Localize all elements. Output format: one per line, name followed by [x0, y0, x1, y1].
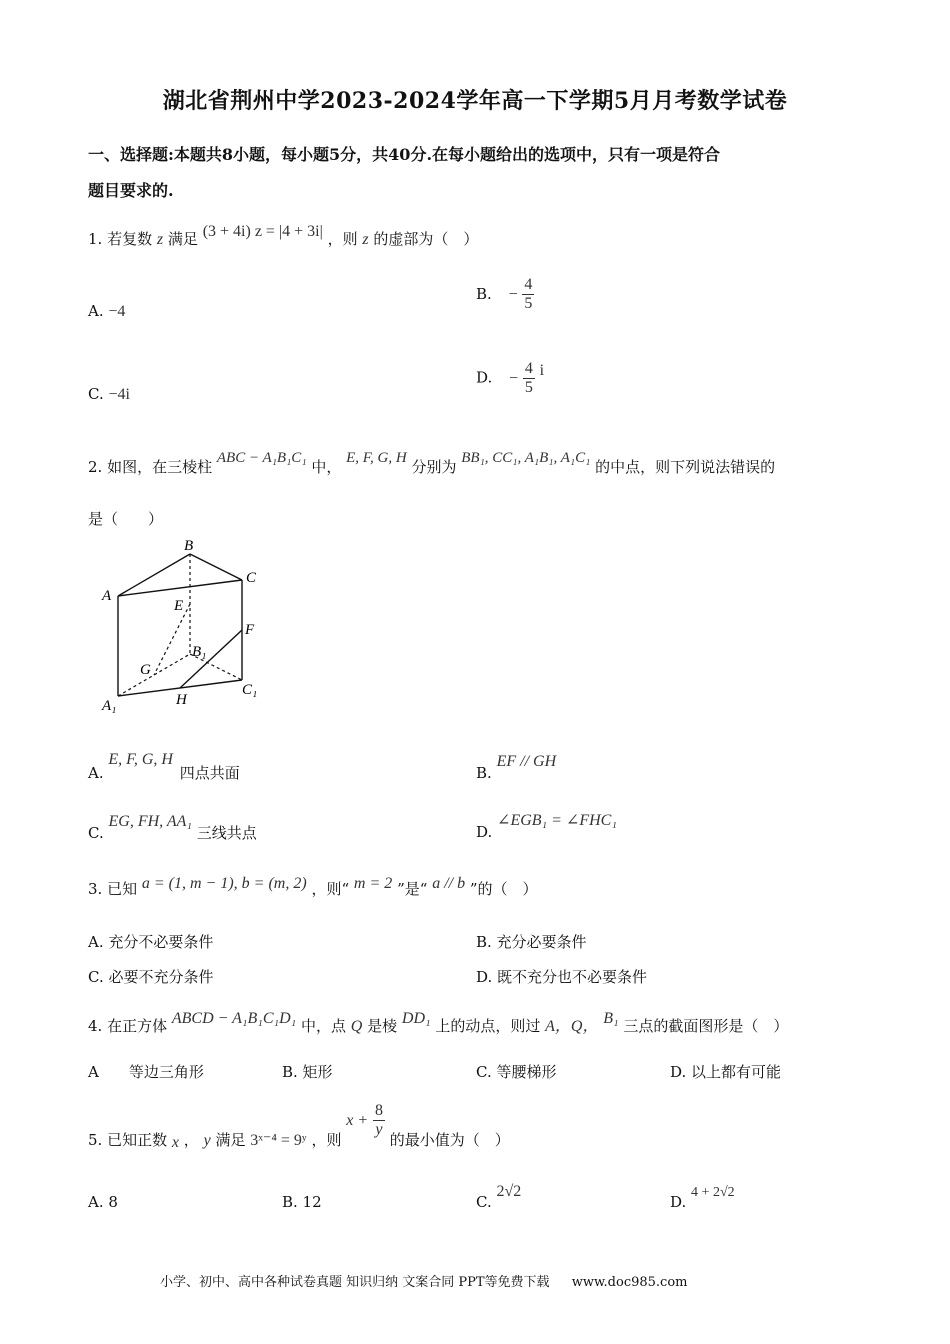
question-2	[88, 450, 776, 477]
q4-points: A，Q，	[545, 1018, 599, 1035]
q2-option-d[interactable]	[476, 810, 617, 841]
option-value: 2√2	[496, 1183, 522, 1200]
option-text: 四点共面	[179, 764, 240, 782]
q4-option-d[interactable]: D. 以上都有可能	[670, 1063, 782, 1081]
q5-option-a[interactable]: A. 8	[88, 1193, 118, 1211]
label-G: G	[140, 662, 151, 678]
q5-sep: ，	[183, 1130, 199, 1149]
option-label: D.	[476, 823, 493, 841]
q1-end: 的虚部为（ ）	[373, 230, 479, 248]
q3-cond2: a // b	[432, 875, 466, 892]
section-heading-line2: 题目要求的.	[88, 181, 174, 200]
option-math: ∠EGB₁ = ∠FHC₁	[497, 812, 617, 829]
label-A: A	[102, 588, 112, 604]
q5-var-x: x	[171, 1133, 179, 1151]
label-H: H	[176, 692, 187, 708]
q1-option-a[interactable]	[88, 302, 125, 321]
option-label: D.	[670, 1193, 687, 1211]
option-label: C.	[88, 824, 104, 842]
option-value: 4 + 2√2	[691, 1185, 735, 1200]
q3-cond1: m = 2	[353, 875, 393, 892]
q5-var-y: y	[203, 1131, 211, 1149]
option-value: −4	[108, 303, 126, 320]
q1-option-d[interactable]	[476, 360, 544, 397]
q2-mid2: 分别为	[411, 458, 457, 476]
fraction-denominator: y	[375, 1121, 383, 1138]
option-label: B.	[476, 284, 492, 303]
q4-option-b[interactable]: B. 矩形	[282, 1063, 333, 1081]
section-heading-line1: 一、选择题:本题共8小题，每小题5分，共40分.在每小题给出的选项中，只有一项是符合	[88, 145, 721, 164]
q4-edge: DD₁	[401, 1010, 431, 1027]
q3-option-b[interactable]: B. 充分必要条件	[476, 933, 587, 951]
option-label: C.	[476, 1193, 492, 1211]
label-A1: A₁	[102, 698, 117, 714]
q2-prefix: 2. 如图，在三棱柱	[88, 458, 213, 476]
q3-option-c[interactable]: C. 必要不充分条件	[88, 968, 214, 986]
q3-option-d[interactable]: D. 既不充分也不必要条件	[476, 968, 648, 986]
q5-equation: 3ˣ⁻⁴ = 9ʸ	[250, 1131, 307, 1149]
q4-mid1: 中，点	[300, 1017, 346, 1035]
q2-option-c[interactable]	[88, 810, 257, 842]
option-math: EG, FH, AA₁	[108, 813, 192, 830]
q1-var: z	[156, 231, 164, 248]
q3-end: ”的（ ）	[469, 880, 538, 898]
option-fraction	[523, 360, 535, 397]
q4-end: 三点的截面图形是（ ）	[623, 1017, 789, 1035]
q1-option-b[interactable]	[476, 276, 534, 313]
q3-mid1: ，则“	[311, 880, 350, 898]
label-F: F	[245, 622, 255, 638]
q1-suffix: ，则	[327, 230, 358, 248]
label-C: C	[246, 570, 257, 586]
option-value: −4i	[108, 386, 130, 403]
option-text: 三线共点	[196, 824, 257, 842]
q2-line2: 是（ ）	[88, 510, 164, 528]
q5-option-b[interactable]: B. 12	[282, 1193, 322, 1211]
q3-formula: a = (1, m − 1), b = (m, 2)	[141, 875, 307, 892]
label-B: B	[184, 538, 194, 554]
q4-option-c[interactable]: C. 等腰梯形	[476, 1063, 557, 1081]
q2-end: 的中点，则下列说法错误的	[595, 458, 776, 476]
option-unit: i	[539, 361, 545, 379]
question-1	[88, 223, 479, 249]
label-B1: B₁	[192, 644, 207, 660]
footer	[160, 1271, 687, 1290]
page-title: 湖北省荆州中学2023-2024学年高一下学期5月月考数学试卷	[162, 88, 788, 114]
label-E: E	[174, 598, 184, 614]
q2-option-a[interactable]	[88, 748, 240, 782]
q2-edges: BB₁, CC₁, A₁B₁, A₁C₁	[461, 450, 591, 466]
q5-then: ，则	[311, 1130, 342, 1149]
option-fraction	[522, 276, 534, 313]
question-3	[88, 875, 538, 899]
q4-mid3: 上的动点，则过	[435, 1017, 541, 1035]
q1-prefix: 1. 若复数	[88, 230, 153, 248]
q2-prism: ABC − A₁B₁C₁	[216, 450, 307, 466]
fraction-denominator: 5	[524, 295, 533, 312]
q4-mid2: 是棱	[367, 1017, 398, 1035]
option-label: A.	[88, 302, 104, 320]
prism-figure	[96, 534, 276, 716]
q5-option-d[interactable]	[670, 1182, 735, 1211]
fraction-denominator: 5	[524, 379, 533, 396]
q3-prefix: 3. 已知	[88, 880, 138, 898]
option-math: E, F, G, H	[108, 751, 173, 768]
q1-var2: z	[362, 231, 369, 248]
q1-mid: 满足	[167, 230, 198, 248]
option-label: C.	[88, 385, 104, 403]
q4-prefix: 4. 在正方体	[88, 1017, 168, 1035]
q5-prefix: 5. 已知正数	[88, 1130, 168, 1149]
q2-mid1: 中，	[311, 458, 342, 476]
q5-fraction	[373, 1102, 385, 1139]
question-5	[88, 1098, 510, 1151]
option-label: A.	[88, 764, 104, 782]
q4-b1: B₁	[603, 1010, 619, 1027]
footer-url[interactable]: www.doc985.com	[571, 1275, 688, 1290]
option-label: D.	[476, 368, 493, 387]
q3-mid2: ”是“	[397, 880, 428, 898]
fraction-numerator: 4	[524, 360, 533, 377]
fraction-numerator: 8	[374, 1102, 383, 1119]
label-C1: C₁	[242, 682, 258, 698]
q4-point-q: Q	[350, 1018, 363, 1035]
option-math: EF // GH	[496, 753, 557, 770]
q5-mid: 满足	[215, 1130, 246, 1149]
option-sign: −	[508, 285, 518, 303]
q5-end: 的最小值为（ ）	[389, 1130, 510, 1149]
option-sign: −	[509, 369, 519, 387]
q4-option-a[interactable]: A 等边三角形	[88, 1063, 204, 1081]
q5-option-c[interactable]	[476, 1182, 522, 1211]
question-4	[88, 1010, 789, 1036]
q1-formula: (3 + 4i) z = |4 + 3i|	[202, 223, 323, 240]
q1-option-c[interactable]	[88, 385, 130, 404]
q3-option-a[interactable]: A. 充分不必要条件	[88, 933, 214, 951]
q2-option-b[interactable]	[476, 752, 557, 782]
q5-expr-x: x +	[346, 1111, 369, 1129]
q2-points: E, F, G, H	[346, 450, 407, 466]
footer-text: 小学、初中、高中各种试卷真题 知识归纳 文案合同 PPT等免费下载	[160, 1275, 550, 1290]
q4-cube: ABCD − A₁B₁C₁D₁	[171, 1010, 297, 1027]
option-label: B.	[476, 764, 492, 782]
fraction-numerator: 4	[524, 276, 533, 293]
